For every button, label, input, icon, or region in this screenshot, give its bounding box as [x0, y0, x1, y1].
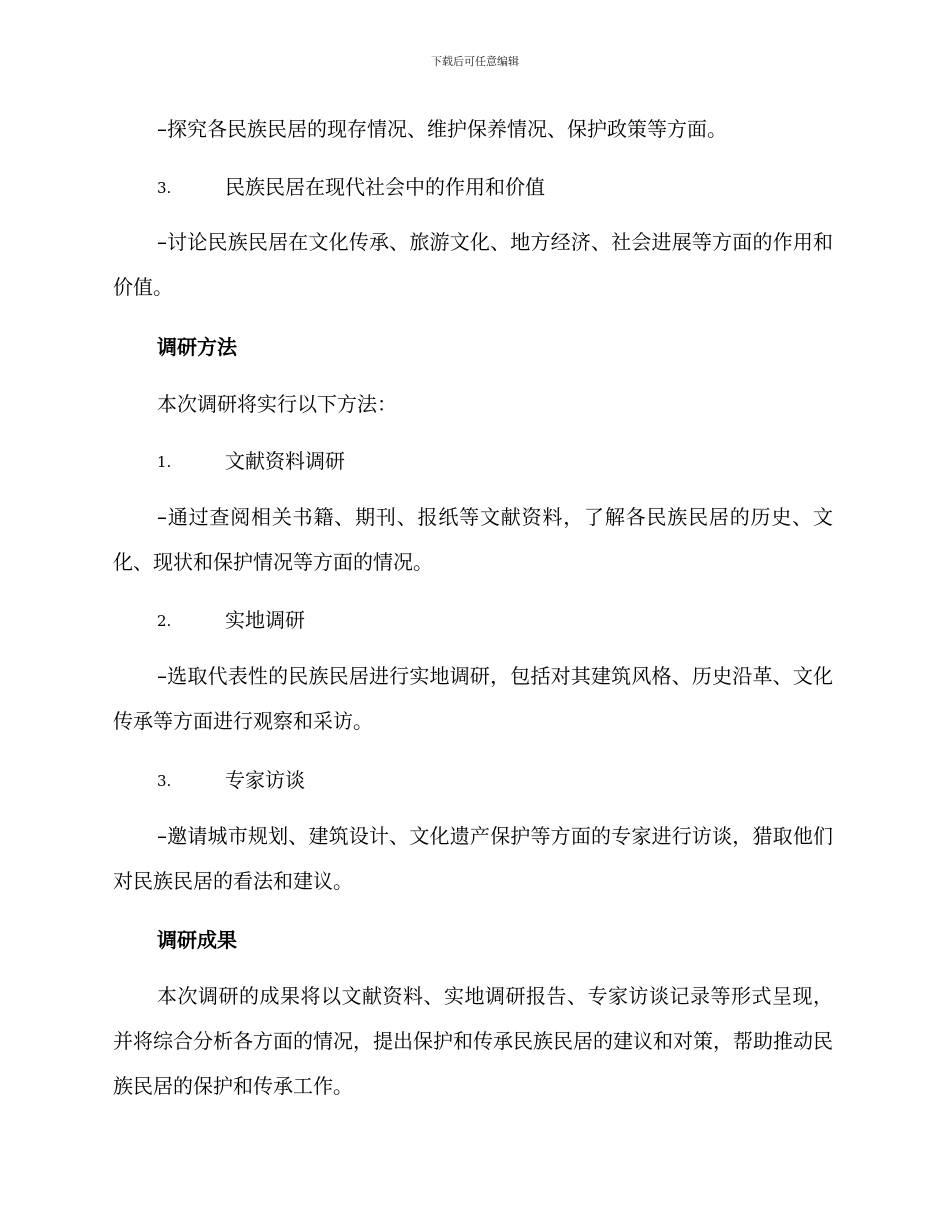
heading-research-method: 调研方法: [157, 335, 237, 359]
page-header: 下载后可任意编辑: [431, 55, 519, 68]
list-number-1: 1.: [157, 453, 172, 471]
list-number-2: 2.: [157, 612, 172, 630]
paragraph-field-detail: –选取代表性的民族民居进行实地调研，包括对其建筑风格、历史沿革、文化传承等方面进行观察和采访。: [113, 664, 833, 733]
paragraph-interview-detail: –邀请城市规划、建筑设计、文化遗产保护等方面的专家进行访谈，猎取他们对民族民居的看法和建议。: [113, 824, 833, 893]
paragraph-results-detail: 本次调研的成果将以文献资料、实地调研报告、专家访谈记录等形式呈现，并将综合分析各方面的情况，提出保护和传承民族民居的建议和对策，帮助推动民族民居的保护和传承工作。: [113, 984, 833, 1098]
list-number-3: 3.: [157, 179, 172, 197]
paragraph-literature-detail: –通过查阅相关书籍、期刊、报纸等文献资料，了解各民族民居的历史、文化、现状和保护情况等方面的情况。: [113, 505, 833, 574]
paragraph-method-intro: 本次调研将实行以下方法：: [157, 392, 397, 416]
paragraph-role-discussion: –讨论民族民居在文化传承、旅游文化、地方经济、社会进展等方面的作用和价值。: [113, 230, 833, 299]
list-item-role-value: 民族民居在现代社会中的作用和价值: [225, 175, 545, 199]
list-number-3b: 3.: [157, 772, 172, 790]
paragraph-existing-status: –探究各民族民居的现存情况、维护保养情况、保护政策等方面。: [157, 117, 727, 141]
method-expert-interview: 专家访谈: [225, 768, 305, 792]
method-field-research: 实地调研: [225, 608, 305, 632]
heading-research-results: 调研成果: [157, 928, 237, 952]
method-literature-research: 文献资料调研: [225, 449, 345, 473]
